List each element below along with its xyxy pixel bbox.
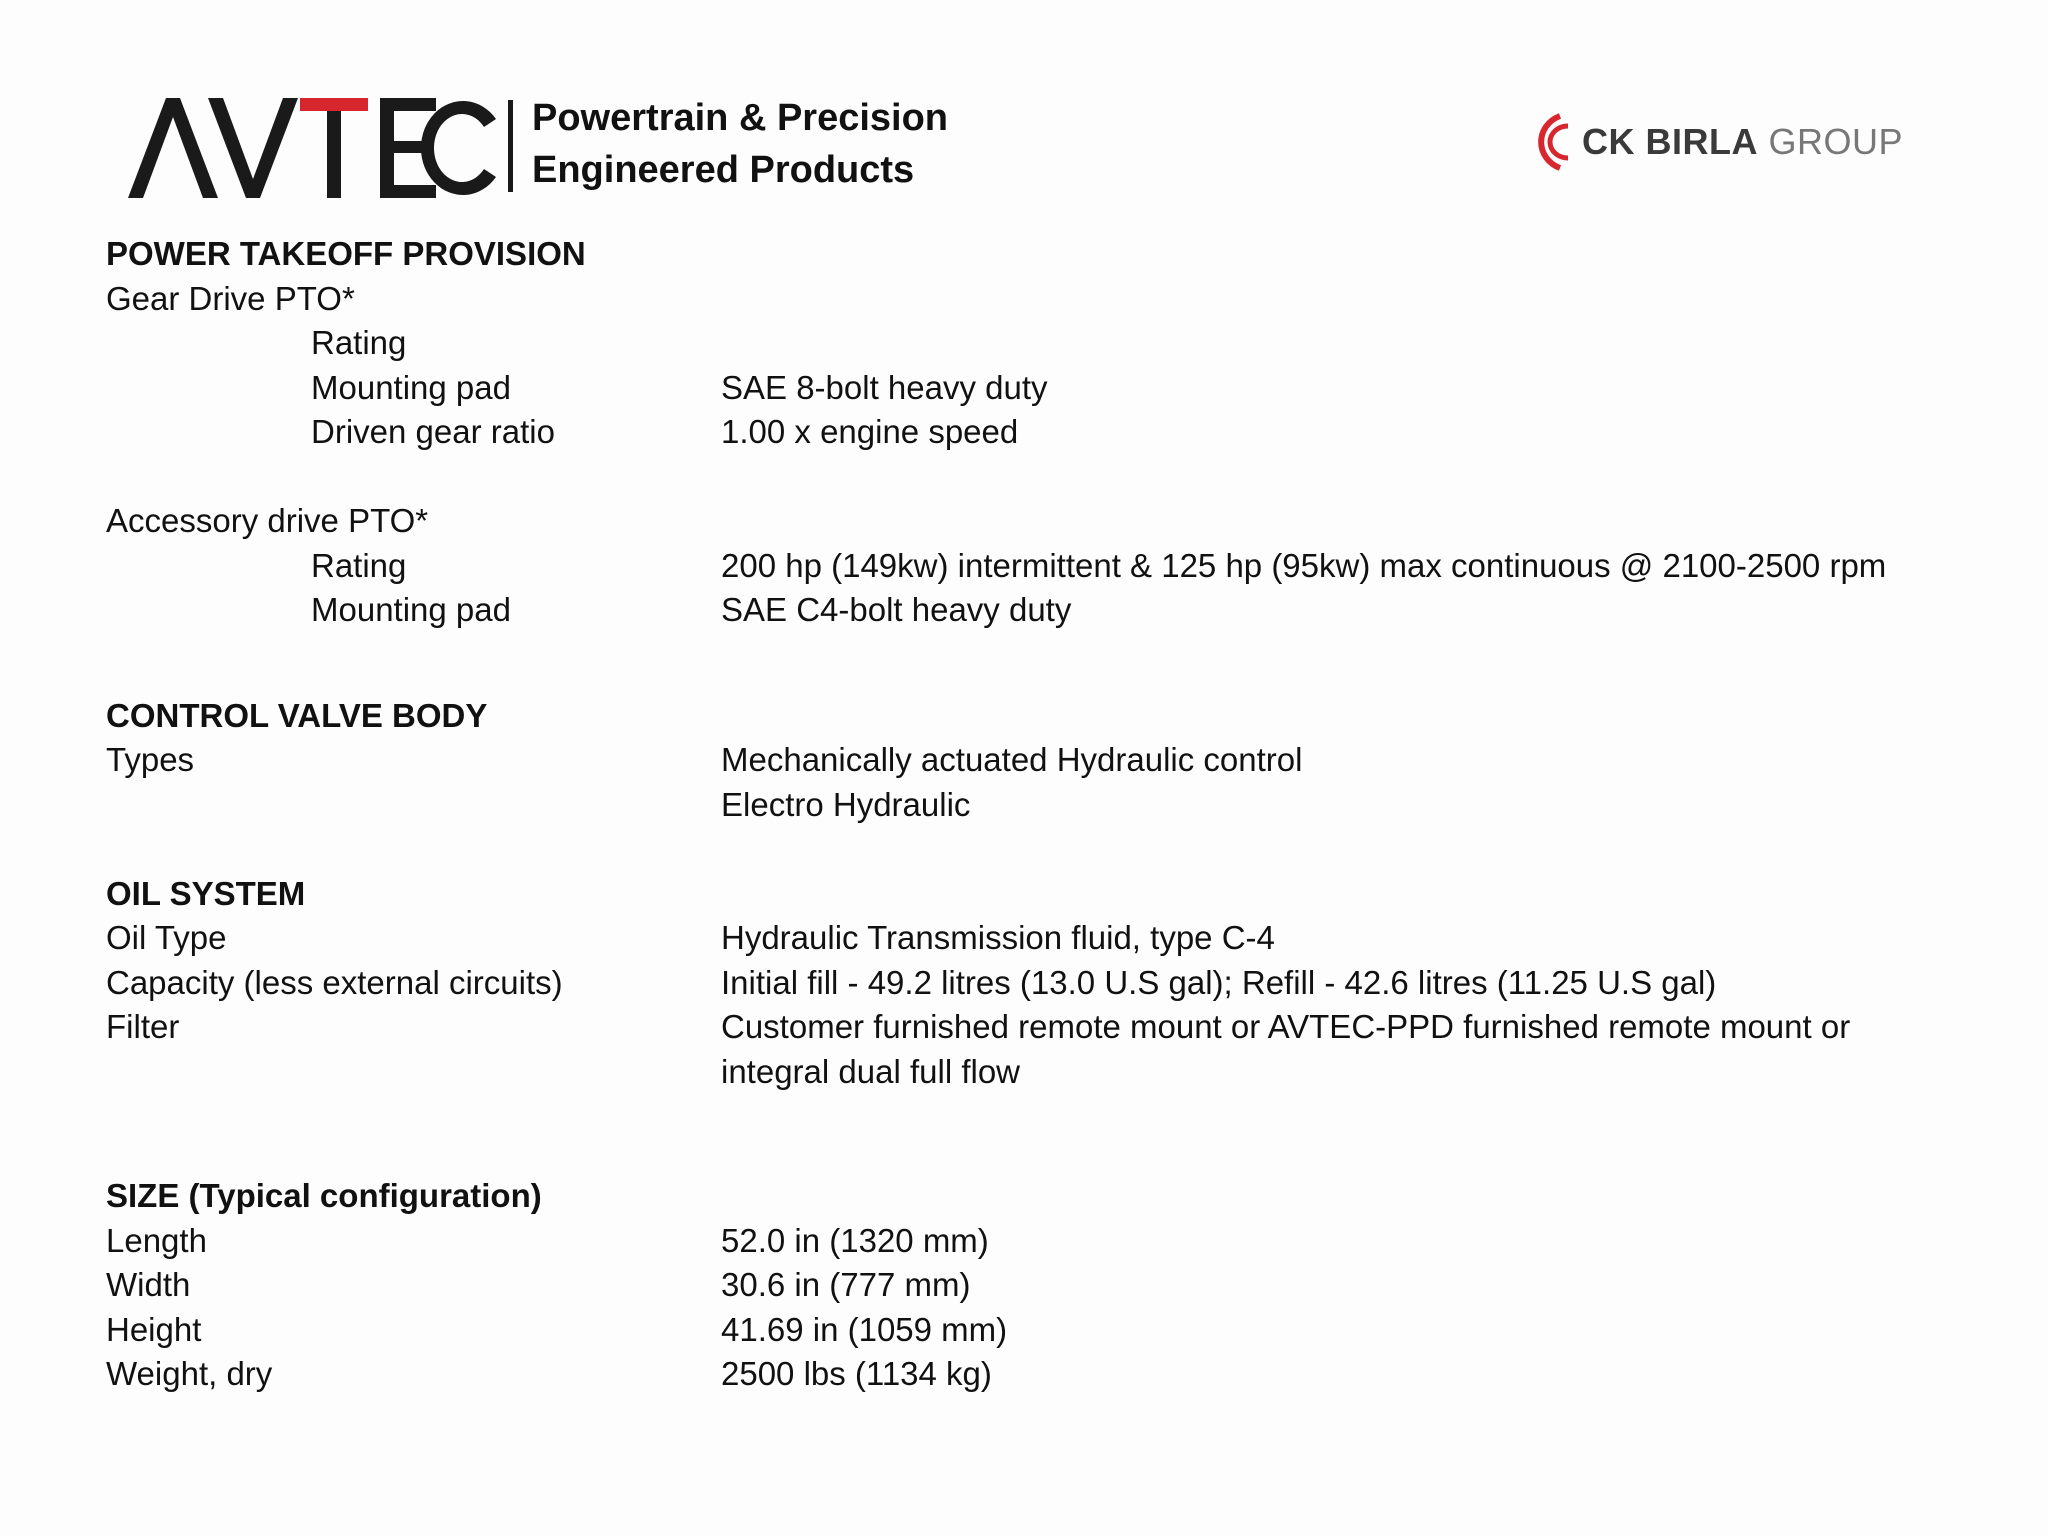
accessory-drive-mounting-label: Mounting pad	[311, 591, 511, 628]
size-height-row	[106, 1308, 2006, 1353]
control-valve-types-label: Types	[106, 741, 195, 778]
gear-drive-ratio-label: Driven gear ratio	[311, 413, 555, 450]
oil-type-row	[106, 916, 2006, 961]
accessory-drive-rating-value: 200 hp (149kw) intermittent & 125 hp (95kw) max continuous @ 2100-2500 rpm	[721, 546, 1887, 584]
size-width-label: Width	[106, 1266, 191, 1303]
oil-filter-label: Filter	[106, 1008, 180, 1045]
size-length-value: 52.0 in (1320 mm)	[721, 1221, 989, 1259]
control-valve-types-value-2: Electro Hydraulic	[721, 785, 971, 823]
gear-drive-mounting-row	[106, 366, 2006, 411]
accessory-drive-row	[106, 499, 2006, 544]
size-height-value: 41.69 in (1059 mm)	[721, 1310, 1008, 1348]
accessory-drive-mounting-row	[106, 588, 2006, 633]
size-weight-value: 2500 lbs (1134 kg)	[721, 1355, 992, 1392]
avtec-logo	[128, 88, 498, 208]
ck-birla-light-text: GROUP	[1768, 121, 1904, 162]
gear-drive-rating-row	[106, 321, 2006, 366]
control-valve-types-value-1: Mechanically actuated Hydraulic control	[721, 741, 1303, 778]
gear-drive-mounting-label: Mounting pad	[311, 368, 511, 406]
size-width-value: 30.6 in (777 mm)	[721, 1266, 971, 1303]
brand-tagline	[532, 92, 948, 196]
gear-drive-label: Gear Drive PTO*	[106, 279, 355, 317]
oil-system-heading-row	[106, 872, 2006, 917]
ck-birla-logo	[1530, 110, 1903, 174]
pto-heading-row	[106, 232, 2006, 277]
avtec-logo-mark	[128, 93, 498, 203]
oil-filter-value-2: integral dual full flow	[721, 1052, 1020, 1090]
oil-capacity-value: Initial fill - 49.2 litres (13.0 U.S gal); Refill - 42.6 litres (11.25 U.S gal)	[721, 963, 1717, 1001]
spec-content	[106, 232, 2006, 1397]
oil-type-label: Oil Type	[106, 919, 227, 956]
oil-type-value: Hydraulic Transmission fluid, type C-4	[721, 919, 1275, 956]
control-valve-types-row	[106, 738, 2006, 783]
gear-drive-mounting-value: SAE 8-bolt heavy duty	[721, 368, 1048, 406]
accessory-drive-label: Accessory drive PTO*	[106, 502, 429, 539]
ck-birla-arc-icon	[1530, 112, 1574, 172]
tagline-line-1: Powertrain & Precision	[532, 97, 949, 139]
size-height-label: Height	[106, 1310, 202, 1348]
size-weight-row	[106, 1352, 2006, 1397]
section-heading-size: SIZE (Typical configuration)	[106, 1177, 542, 1214]
gear-drive-rating-label: Rating	[311, 324, 407, 361]
gear-drive-row	[106, 277, 2006, 322]
oil-filter-row	[106, 1005, 2006, 1050]
accessory-drive-mounting-value: SAE C4-bolt heavy duty	[721, 591, 1072, 628]
control-valve-types-row-2	[106, 783, 2006, 828]
accessory-drive-rating-label: Rating	[311, 546, 407, 584]
oil-capacity-label: Capacity (less external circuits)	[106, 963, 563, 1001]
size-length-row	[106, 1219, 2006, 1264]
oil-filter-value-1: Customer furnished remote mount or AVTEC-PPD furnished remote mount or	[721, 1008, 1851, 1045]
section-heading-oil-system: OIL SYSTEM	[106, 874, 306, 912]
size-heading-row	[106, 1174, 2006, 1219]
gear-drive-ratio-value: 1.00 x engine speed	[721, 413, 1019, 450]
size-length-label: Length	[106, 1221, 207, 1259]
size-width-row	[106, 1263, 2006, 1308]
control-valve-heading-row	[106, 694, 2006, 739]
gear-drive-ratio-row	[106, 410, 2006, 455]
tagline-line-2: Engineered Products	[532, 149, 915, 191]
logo-divider	[508, 100, 513, 192]
size-weight-label: Weight, dry	[106, 1355, 273, 1392]
oil-capacity-row	[106, 961, 2006, 1006]
accessory-drive-rating-row	[106, 544, 2006, 589]
section-heading-pto: POWER TAKEOFF PROVISION	[106, 235, 586, 272]
ck-birla-bold-text: CK BIRLA	[1582, 121, 1758, 162]
section-heading-control-valve: CONTROL VALVE BODY	[106, 696, 488, 734]
oil-filter-row-2	[106, 1050, 2006, 1095]
